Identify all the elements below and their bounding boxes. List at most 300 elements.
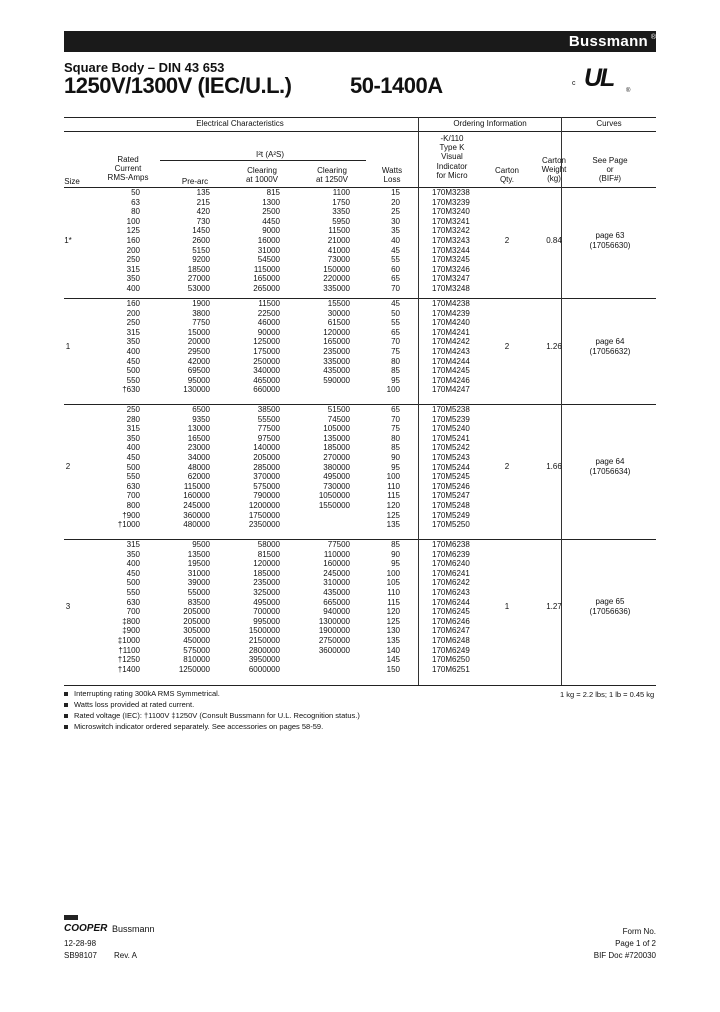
- catalog-number: 170M3244: [432, 245, 470, 255]
- clearing-1250-value: 21000: [327, 236, 350, 245]
- prearc-value: 480000: [183, 520, 210, 530]
- clearing-1000-value: 165000: [253, 274, 280, 284]
- brand-name: Bussmann: [568, 33, 648, 50]
- clearing-1250-value: 61500: [327, 318, 350, 328]
- catalog-number: 170M6238: [432, 540, 470, 549]
- prearc-value: 160000: [183, 491, 210, 501]
- cooper-logo-bar-icon: [64, 915, 78, 920]
- rated-current: 350: [126, 337, 140, 347]
- clearing-1250-value: 135000: [323, 433, 350, 443]
- watts-loss-value: 140: [386, 645, 400, 655]
- clearing-1250-value: 435000: [323, 588, 350, 597]
- catalog-number: 170M5239: [432, 414, 470, 424]
- clearing-1000-value: 995000: [253, 616, 280, 626]
- catalog-number: 170M5248: [432, 501, 470, 510]
- rated-current: 500: [126, 462, 140, 472]
- clearing-1250-value: 1750: [332, 197, 350, 207]
- footer-doc-number: SB98107: [64, 951, 97, 960]
- rated-current: 250: [126, 255, 140, 265]
- size-value: 3: [65, 602, 71, 612]
- brand-banner: [64, 31, 656, 52]
- prearc-value: 9350: [192, 414, 210, 424]
- clearing-1000-value: 6000000: [248, 664, 280, 674]
- catalog-number: 170M4246: [432, 375, 470, 385]
- carton-weight-value: 0.84: [546, 235, 562, 245]
- watts-loss-value: 105: [386, 578, 400, 588]
- rated-current: 400: [126, 443, 140, 453]
- clearing-1250-value: 1300000: [318, 616, 350, 626]
- carton-weight-value: 1.66: [546, 462, 562, 472]
- watts-loss-value: 45: [391, 245, 400, 255]
- rated-current: †900: [122, 510, 140, 520]
- prearc-value: 810000: [183, 655, 210, 665]
- clearing-1250-value: 495000: [323, 472, 350, 482]
- clearing-1250-value: 235000: [323, 347, 350, 356]
- catalog-number: 170M6246: [432, 616, 470, 626]
- col-carton-qty: Carton Qty.: [494, 166, 519, 185]
- catalog-number: 170M5250: [432, 520, 470, 530]
- watts-loss-value: 75: [391, 424, 400, 434]
- catalog-number: 170M3246: [432, 264, 470, 274]
- rated-current: 315: [126, 424, 140, 434]
- carton-weight-value: 1.27: [546, 602, 562, 612]
- catalog-number: 170M3247: [432, 274, 470, 284]
- watts-loss-value: 100: [386, 385, 400, 395]
- clearing-1000-value: 77500: [257, 424, 280, 434]
- prearc-value: 9500: [192, 540, 210, 549]
- clearing-1000-value: 120000: [253, 559, 280, 569]
- rated-current: ‡900: [122, 626, 140, 636]
- catalog-number: 170M5245: [432, 472, 470, 482]
- clearing-1250-value: 310000: [323, 578, 350, 588]
- rated-current: 550: [126, 588, 140, 597]
- prearc-value: 2600: [192, 236, 210, 245]
- clearing-1250-value: 150000: [323, 264, 350, 274]
- clearing-1000-value: 2350000: [248, 520, 280, 530]
- prearc-value: 130000: [183, 385, 210, 395]
- watts-loss-value: 20: [391, 197, 400, 207]
- curve-bif-ref: (17056636): [589, 607, 631, 617]
- clearing-1000-value: 2800000: [248, 645, 280, 655]
- clearing-1000-value: 4450: [262, 216, 280, 226]
- prearc-value: 135: [196, 188, 210, 197]
- clearing-1000-value: 31000: [257, 245, 280, 255]
- catalog-number: 170M4240: [432, 318, 470, 328]
- curve-bif-ref: (17056634): [589, 467, 631, 477]
- watts-loss-value: 25: [391, 207, 400, 217]
- prearc-value: 83500: [187, 597, 210, 607]
- watts-loss-value: 115: [387, 491, 400, 501]
- curve-page-ref: page 64: [595, 337, 625, 346]
- clearing-1000-value: 125000: [253, 337, 280, 347]
- rated-current: 500: [126, 578, 140, 588]
- clearing-1250-value: 51500: [327, 405, 350, 414]
- rated-current: 700: [126, 607, 140, 617]
- table-top-rule: [64, 117, 656, 118]
- clearing-1250-value: 590000: [323, 375, 350, 385]
- clearing-1250-value: 30000: [327, 308, 350, 318]
- catalog-number: 170M3242: [432, 226, 470, 236]
- prearc-value: 48000: [187, 462, 210, 472]
- catalog-number: 170M5241: [432, 433, 470, 443]
- prearc-value: 23000: [187, 443, 210, 453]
- bullet-icon: [64, 703, 68, 707]
- electrical-header: Electrical Characteristics: [196, 119, 284, 128]
- clearing-1000-value: 55500: [257, 414, 280, 424]
- col-see-page: See Page or (BIF#): [592, 156, 628, 184]
- watts-loss-value: 60: [391, 264, 400, 274]
- clearing-1250-value: 110000: [323, 549, 350, 559]
- rated-current: 315: [126, 327, 140, 337]
- col-carton-weight: Carton Weight (kg): [541, 156, 567, 184]
- clearing-1250-value: 1050000: [318, 491, 350, 501]
- clearing-1000-value: 1200000: [248, 501, 280, 510]
- catalog-number: 170M3243: [432, 236, 470, 245]
- watts-loss-value: 55: [391, 255, 400, 265]
- ordering-header: Ordering Information: [453, 119, 527, 128]
- watts-loss-value: 80: [391, 433, 400, 443]
- col-prearc: Pre-arc: [181, 177, 209, 186]
- clearing-1000-value: 22500: [257, 308, 280, 318]
- catalog-number: 170M5240: [432, 424, 470, 434]
- catalog-number: 170M5249: [432, 510, 470, 520]
- registered-mark: ®: [650, 34, 656, 41]
- clearing-1250-value: 185000: [323, 443, 350, 453]
- table-bottom-rule: [64, 685, 656, 686]
- catalog-number: 170M6240: [432, 559, 470, 569]
- rated-current: 280: [126, 414, 140, 424]
- prearc-value: 730: [196, 216, 210, 226]
- prearc-value: 15000: [187, 327, 210, 337]
- col-clearing-1250: Clearing at 1250V: [315, 166, 349, 185]
- watts-loss-value: 30: [391, 216, 400, 226]
- clearing-1250-value: 3350: [332, 207, 350, 217]
- watts-loss-value: 115: [387, 597, 400, 607]
- watts-loss-value: 135: [386, 636, 400, 645]
- prearc-value: 39000: [187, 578, 210, 588]
- clearing-1250-value: 270000: [323, 453, 350, 462]
- clearing-1000-value: 115000: [253, 264, 280, 274]
- watts-loss-value: 95: [391, 559, 400, 569]
- catalog-number: 170M5246: [432, 481, 470, 491]
- clearing-1000-value: 9000: [262, 226, 280, 236]
- clearing-1000-value: 700000: [253, 607, 280, 617]
- watts-loss-value: 65: [391, 405, 400, 414]
- clearing-1000-value: 58000: [257, 540, 280, 549]
- watts-loss-value: 120: [386, 501, 400, 510]
- clearing-1000-value: 1750000: [248, 510, 280, 520]
- carton-qty-value: 2: [504, 342, 510, 351]
- clearing-1250-value: 220000: [323, 274, 350, 284]
- watts-loss-value: 100: [386, 568, 400, 578]
- clearing-1250-value: 245000: [323, 568, 350, 578]
- rated-current: 500: [126, 366, 140, 376]
- rated-current: 400: [126, 347, 140, 356]
- prearc-value: 19500: [187, 559, 210, 569]
- rated-current: 400: [126, 559, 140, 569]
- clearing-1250-value: 15500: [327, 299, 350, 308]
- watts-loss-value: 65: [391, 327, 400, 337]
- clearing-1000-value: 97500: [257, 433, 280, 443]
- amp-range: 50-1400A: [350, 73, 443, 98]
- footer-revision: Rev. A: [114, 951, 137, 960]
- rated-current: 450: [126, 356, 140, 366]
- watts-loss-value: 145: [386, 655, 400, 665]
- rated-current: 450: [126, 453, 140, 462]
- catalog-number: 170M4247: [432, 385, 470, 395]
- prearc-value: 18500: [187, 264, 210, 274]
- rated-current: 63: [131, 197, 140, 207]
- footnote: Interrupting rating 300kA RMS Symmetrical.: [64, 689, 220, 698]
- rated-current: 50: [131, 188, 140, 197]
- clearing-1000-value: 235000: [253, 578, 280, 588]
- prearc-value: 13500: [187, 549, 210, 559]
- watts-loss-value: 70: [391, 284, 400, 293]
- footer-bussmann: Bussmann: [112, 924, 155, 934]
- prearc-value: 575000: [183, 645, 210, 655]
- catalog-number: 170M4244: [432, 356, 470, 366]
- rated-current: 160: [126, 299, 140, 308]
- prearc-value: 245000: [183, 501, 210, 510]
- rated-current: 100: [126, 216, 140, 226]
- col-clearing-1000: Clearing at 1000V: [245, 166, 279, 185]
- catalog-number: 170M6250: [432, 655, 470, 665]
- clearing-1250-value: 5950: [332, 216, 350, 226]
- catalog-number: 170M6241: [432, 568, 470, 578]
- clearing-1000-value: 265000: [253, 284, 280, 293]
- catalog-number: 170M6248: [432, 636, 470, 645]
- footer-page: Page 1 of 2: [615, 939, 656, 948]
- clearing-1250-value: 335000: [323, 356, 350, 366]
- clearing-1250-value: 73000: [327, 255, 350, 265]
- bullet-icon: [64, 692, 68, 696]
- clearing-1000-value: 370000: [253, 472, 280, 482]
- rated-current: 350: [126, 433, 140, 443]
- footnote: Watts loss provided at rated current.: [64, 700, 194, 709]
- clearing-1250-value: 335000: [323, 284, 350, 293]
- rated-current: ‡800: [122, 616, 140, 626]
- clearing-1250-value: 41000: [327, 245, 350, 255]
- clearing-1000-value: 1300: [262, 197, 280, 207]
- rated-current: †1400: [117, 664, 140, 674]
- catalog-number: 170M3239: [432, 197, 470, 207]
- watts-loss-value: 85: [391, 366, 400, 376]
- catalog-number: 170M4238: [432, 299, 470, 308]
- bullet-icon: [64, 714, 68, 718]
- rated-current: 800: [126, 501, 140, 510]
- curve-bif-ref: (17056630): [589, 240, 631, 250]
- col-size: Size: [64, 177, 80, 186]
- catalog-number: 170M5247: [432, 491, 470, 501]
- footer-form-no: Form No.: [622, 927, 656, 936]
- rated-current: 350: [126, 274, 140, 284]
- clearing-1250-value: 1900000: [318, 626, 350, 636]
- col-watts-loss: Watts Loss: [381, 166, 403, 185]
- rated-current: 250: [126, 405, 140, 414]
- col-rated: Rated Current RMS-Amps: [107, 155, 149, 183]
- rated-current: 400: [126, 284, 140, 293]
- watts-loss-value: 70: [391, 337, 400, 347]
- catalog-number: 170M4241: [432, 327, 470, 337]
- clearing-1250-value: 940000: [323, 607, 350, 617]
- size-value: 1: [65, 342, 71, 351]
- col-catalog: -K/110 Type K Visual Indicator for Micro: [436, 134, 468, 180]
- clearing-1250-value: 77500: [327, 540, 350, 549]
- weight-conversion: 1 kg = 2.2 lbs; 1 lb = 0.45 kg: [560, 690, 655, 699]
- catalog-number: 170M5243: [432, 453, 470, 462]
- prearc-value: 1900: [192, 299, 210, 308]
- prearc-value: 450000: [183, 636, 210, 645]
- watts-loss-value: 80: [391, 356, 400, 366]
- clearing-1000-value: 660000: [253, 385, 280, 395]
- prearc-value: 7750: [192, 318, 210, 328]
- rated-current: ‡1000: [117, 636, 140, 645]
- watts-loss-value: 55: [391, 318, 400, 328]
- curve-page-ref: page 64: [595, 457, 625, 467]
- catalog-number: 170M4239: [432, 308, 470, 318]
- clearing-1000-value: 16000: [257, 236, 280, 245]
- footnote: Microswitch indicator ordered separately. See accessories on pages 58-59.: [64, 722, 323, 731]
- catalog-number: 170M4242: [432, 337, 470, 347]
- prearc-value: 3800: [192, 308, 210, 318]
- watts-loss-value: 135: [386, 520, 400, 530]
- catalog-number: 170M3240: [432, 207, 470, 217]
- clearing-1000-value: 185000: [253, 568, 280, 578]
- rated-current: 630: [126, 481, 140, 491]
- watts-loss-value: 70: [391, 414, 400, 424]
- clearing-1000-value: 815: [266, 188, 280, 197]
- carton-qty-value: 2: [504, 235, 510, 245]
- prearc-value: 1250000: [178, 664, 210, 674]
- curve-bif-ref: (17056632): [589, 347, 631, 356]
- watts-loss-value: 65: [391, 274, 400, 284]
- watts-loss-value: 90: [391, 549, 400, 559]
- catalog-number: 170M5238: [432, 405, 470, 414]
- clearing-1000-value: 325000: [253, 588, 280, 597]
- watts-loss-value: 35: [391, 226, 400, 236]
- clearing-1250-value: 665000: [323, 597, 350, 607]
- footer-date: 12-28-98: [64, 939, 97, 948]
- clearing-1250-value: 1100: [332, 188, 350, 197]
- clearing-1250-value: 380000: [323, 462, 350, 472]
- clearing-1000-value: 285000: [253, 462, 280, 472]
- prearc-value: 34000: [187, 453, 210, 462]
- col-i2t: I²t (A²S): [256, 150, 284, 159]
- rated-current: 125: [126, 226, 140, 236]
- carton-weight-value: 1.26: [546, 342, 562, 351]
- prearc-value: 420: [196, 207, 210, 217]
- rated-current: 160: [126, 236, 140, 245]
- clearing-1000-value: 90000: [257, 327, 280, 337]
- prearc-value: 360000: [183, 510, 210, 520]
- rated-current: 200: [126, 245, 140, 255]
- rated-current: †630: [122, 385, 140, 395]
- catalog-number: 170M3238: [432, 188, 470, 197]
- clearing-1250-value: 435000: [323, 366, 350, 376]
- clearing-1000-value: 340000: [253, 366, 280, 376]
- clearing-1000-value: 250000: [253, 356, 280, 366]
- watts-loss-value: 95: [391, 462, 400, 472]
- prearc-value: 95000: [187, 375, 210, 385]
- prearc-value: 29500: [187, 347, 210, 356]
- prearc-value: 55000: [187, 588, 210, 597]
- watts-loss-value: 85: [391, 540, 400, 549]
- rated-current: 550: [126, 472, 140, 482]
- rated-current: 250: [126, 318, 140, 328]
- watts-loss-value: 85: [391, 443, 400, 453]
- watts-loss-value: 125: [386, 510, 400, 520]
- clearing-1250-value: 105000: [323, 424, 350, 434]
- prearc-value: 16500: [187, 433, 210, 443]
- prearc-value: 69500: [187, 366, 210, 376]
- clearing-1250-value: 74500: [327, 414, 350, 424]
- watts-loss-value: 45: [391, 299, 400, 308]
- rated-current: †1250: [117, 655, 140, 665]
- prearc-value: 27000: [187, 274, 210, 284]
- footnote: Rated voltage (IEC): †1100V ‡1250V (Consult Bussmann for U.L. Recognition status.): [64, 711, 360, 720]
- curves-divider: [561, 117, 562, 685]
- ul-logo-icon: UL: [584, 64, 614, 92]
- page-title: 1250V/1300V (IEC/U.L.): [64, 73, 292, 98]
- clearing-1000-value: 38500: [257, 405, 280, 414]
- ordering-divider: [418, 117, 419, 685]
- watts-loss-value: 130: [386, 626, 400, 636]
- clearing-1000-value: 140000: [253, 443, 280, 453]
- i2t-rule: [160, 160, 366, 161]
- catalog-number: 170M6242: [432, 578, 470, 588]
- catalog-number: 170M6243: [432, 588, 470, 597]
- clearing-1000-value: 495000: [253, 597, 280, 607]
- catalog-number: 170M3241: [432, 216, 470, 226]
- rated-current: 350: [126, 549, 140, 559]
- prearc-value: 13000: [187, 424, 210, 434]
- rated-current: 315: [126, 264, 140, 274]
- watts-loss-value: 40: [391, 236, 400, 245]
- catalog-number: 170M6247: [432, 626, 470, 636]
- group-header-rule: [64, 131, 656, 132]
- clearing-1000-value: 2500: [262, 207, 280, 217]
- clearing-1250-value: 160000: [323, 559, 350, 569]
- clearing-1250-value: 1550000: [318, 501, 350, 510]
- clearing-1000-value: 790000: [253, 491, 280, 501]
- clearing-1000-value: 46000: [257, 318, 280, 328]
- watts-loss-value: 150: [386, 664, 400, 674]
- watts-loss-value: 100: [386, 472, 400, 482]
- ul-registered-mark: ®: [626, 88, 631, 94]
- cooper-logo: COOPER: [64, 923, 108, 934]
- size-value: 1*: [64, 235, 72, 245]
- watts-loss-value: 95: [391, 375, 400, 385]
- clearing-1000-value: 1500000: [248, 626, 280, 636]
- watts-loss-value: 120: [386, 607, 400, 617]
- catalog-number: 170M4243: [432, 347, 470, 356]
- prearc-value: 20000: [187, 337, 210, 347]
- prearc-value: 115000: [183, 481, 210, 491]
- clearing-1000-value: 575000: [253, 481, 280, 491]
- carton-qty-value: 1: [504, 602, 510, 612]
- clearing-1000-value: 3950000: [248, 655, 280, 665]
- catalog-number: 170M5244: [432, 462, 470, 472]
- prearc-value: 53000: [187, 284, 210, 293]
- clearing-1000-value: 2150000: [248, 636, 280, 645]
- prearc-value: 9200: [192, 255, 210, 265]
- catalog-number: 170M6249: [432, 645, 470, 655]
- rated-current: 700: [126, 491, 140, 501]
- prearc-value: 205000: [183, 607, 210, 617]
- bullet-icon: [64, 725, 68, 729]
- clearing-1250-value: 730000: [323, 481, 350, 491]
- clearing-1000-value: 205000: [253, 453, 280, 462]
